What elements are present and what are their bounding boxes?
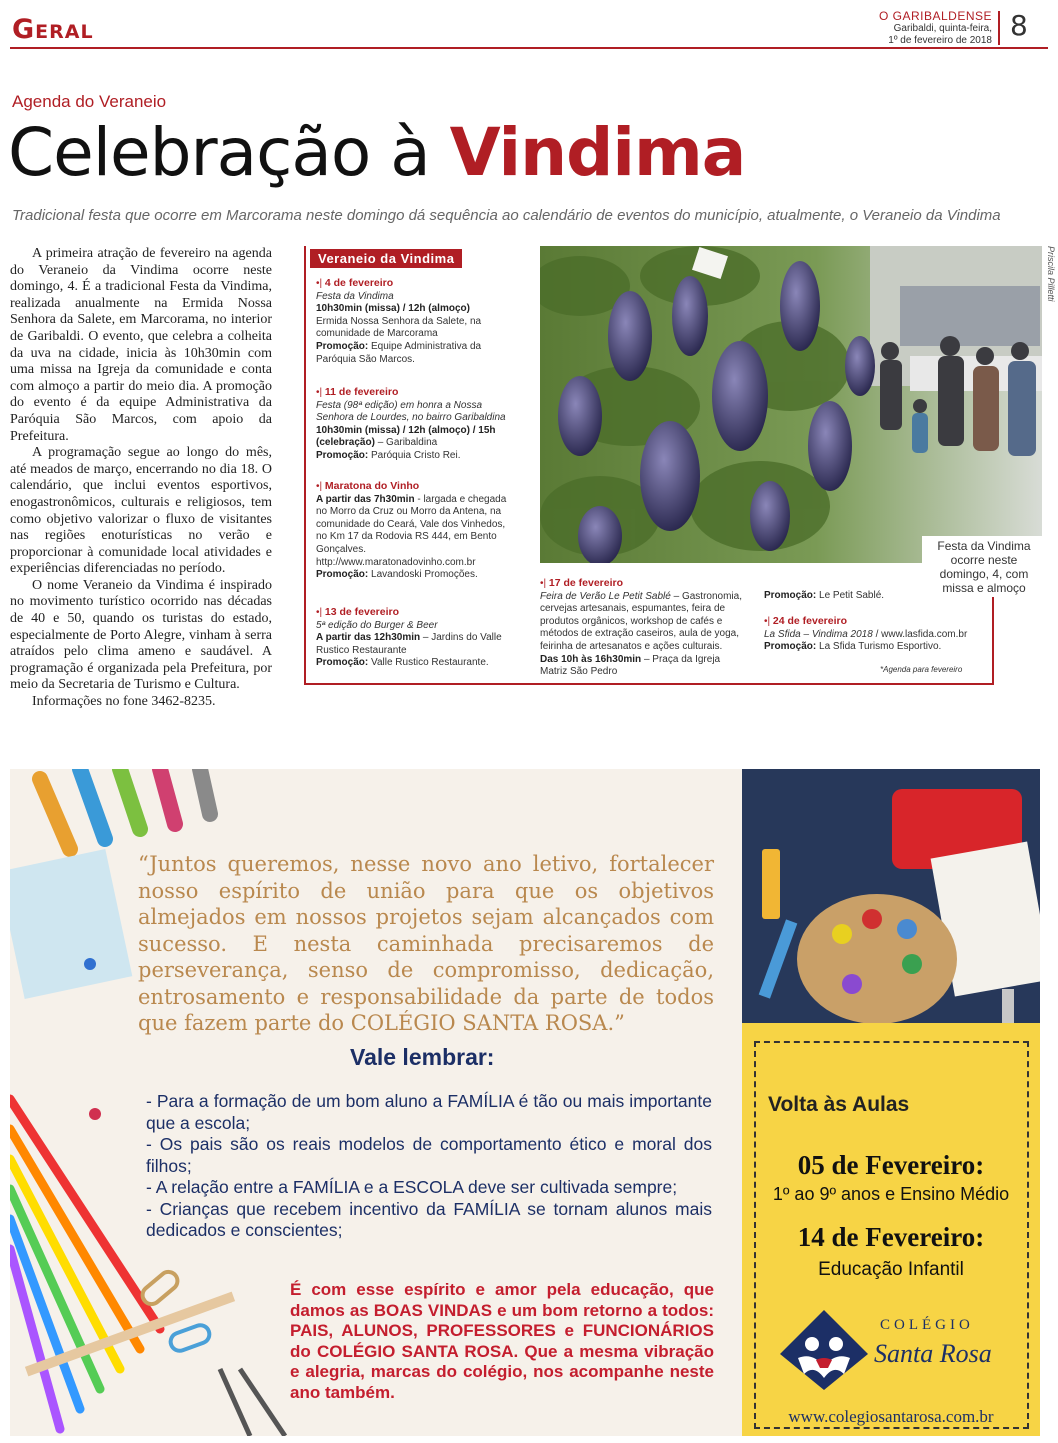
event-place-extra: – Praça da Igreja Matriz São Pedro [540,653,721,678]
school-logo-icon [778,1308,870,1392]
event-place: - largada e chegada no Morro da Cruz ou Morro da Antena, na comunidade do Ceará, Vale dos Vinhedos, no Km 17 da Rodovia RS 444, em Bento Gonçalves. http://www.maratonadovinho.com.br [316,493,507,568]
issue-date-line2: 1º de fevereiro de 2018 [888,35,992,46]
event-promo: Paróquia Cristo Rei. [371,449,461,461]
event-promo-label: Promoção: [764,641,817,653]
header-rule [10,47,1048,49]
event-item [316,277,512,366]
article-kicker: Agenda do Veraneio [12,92,167,111]
event-item [764,615,974,654]
article-paragraph: A programação segue ao longo do mês, até meados de março, encerrando no dia 18. O calendário, que inclui eventos esportivos, enogastronômicos, culturais e religiosos, tem como objetivo valorizar o fluxo de visitantes nas regiões enoturísticas no verão e proporcionar à comunidade local atividades e experiências diferenciadas no período. [10,445,272,577]
page-number: 8 [1010,9,1028,42]
article-paragraph: O nome Veraneio da Vindima é inspirado no movimento turístico ocorrido nas décadas de 40 e 50, quando os turistas do estado, especialmente de Porto Alegre, vinham à serra atraídos pelo clima ameno e saudável. A programação é organizada pela Prefeitura, por meio da Secretaria de Turismo e Cultura. [10,577,272,693]
bullet-icon: •| [316,607,323,618]
event-date: 11 de fevereiro [324,386,399,398]
ad-date1-sub: 1º ao 9º anos e Ensino Médio [772,1184,1010,1204]
article-headline [8,114,745,191]
event-item [316,606,512,670]
event-item-continued [764,577,934,602]
bullet-icon: •| [764,616,771,627]
ad-date1: 05 de Fevereiro: [797,1150,985,1180]
grape-harvest-photo [540,246,1042,563]
event-time: 10h30min (missa) / 12h (almoço) [316,303,470,315]
event-promo: Lavandoski Promoções. [371,569,478,581]
article-paragraph: Informações no fone 3462-8235. [32,694,216,710]
sidebar-frame-bottom [304,683,994,685]
event-promo: Valle Rustico Restaurante. [371,657,489,669]
article-body [10,246,272,711]
event-item [316,480,512,582]
ad-closing-text: É com esse espírito e amor pela educação, que damos as BOAS VINDAS e um bom retorno a todos: PAIS, ALUNOS, PROFESSORES e FUNCIONÁRIOS do COLÉGIO SANTA ROSA. Que a mesma vibração e alegria, marcas do colégio, nos acompanhe neste ano também. [290,1280,714,1402]
event-date: 13 de fevereiro [324,606,400,618]
event-place: – Jardins do Valle Rustico Restaurante [316,632,502,656]
headline-part1: Celebração à [8,114,450,191]
event-place: Ermida Nossa Senhora da Salete, na comunidade de Marcorama [316,315,482,340]
photo-caption: Festa da Vindima ocorre neste domingo, 4, com missa e almoço [922,536,1044,597]
ad-logo-santa-rosa: Santa Rosa [874,1339,992,1368]
bullet-icon: •| [316,481,323,492]
sidebar-frame-left [304,246,306,685]
sidebar-footnote: *Agenda para fevereiro [880,665,963,674]
article-paragraph: A primeira atração de fevereiro na agenda do Veraneio da Vindima ocorre neste domingo, 4. É a tradicional Festa da Vindima, realizada anualmente na Ermida Nossa Senhora da Salete, em Marcorama, no interior de Garibaldi. O evento, que celebra a colheita da uva na cidade, inicia às 10h30min com uma missa na Igreja da comunidade e conta com almoço a partir do meio dia. A promoção do evento é da equipe Administrativa da Paróquia São Marcos, com apoio da Prefeitura. [10,246,272,444]
event-promo-label: Promoção: [316,449,369,461]
event-promo-label: Promoção: [316,340,369,352]
paper-name: O GARIBALDENSE [878,9,992,23]
ad-list-item: - Os pais são os reais modelos de comportamento ético e moral dos filhos; [146,1134,712,1176]
ad-date2-sub: Educação Infantil [818,1259,964,1280]
event-time: A partir das 7h30min [316,493,415,505]
event-time: 10h30min (missa) / 12h (almoço) / 15h (celebração) [316,424,496,449]
ad-list [146,1091,712,1242]
ad-url[interactable]: www.colegiosantarosa.com.br [788,1407,994,1426]
photo-credit: Priscila Pilletti [1046,246,1056,302]
section-title: Geral [12,14,94,45]
bullet-icon: •| [316,387,323,398]
event-title: Festa da Vindima [316,290,394,302]
ad-vale-lembrar: Vale lembrar: [350,1044,495,1070]
event-date: Maratona do Vinho [324,480,420,492]
event-promo-label: Promoção: [316,569,369,581]
issue-date-line1: Garibaldi, quinta-feira, [893,23,992,34]
page-number-divider [998,11,1000,45]
event-time: Das 10h às 16h30min [540,653,642,665]
ad-list-item: - Para a formação de um bom aluno a FAMÍLIA é tão ou mais importante que a escola; [146,1091,712,1133]
photo-illustration [540,246,1042,563]
headline-part2: Vindima [449,114,746,191]
event-time: A partir das 12h30min [316,632,421,644]
event-title: 5ª edição do Burger & Beer [316,619,438,631]
event-promo-label: Promoção: [764,589,817,601]
ad-logo-colegio: COLÉGIO [880,1317,974,1333]
ad-list-item: - A relação entre a FAMÍLIA e a ESCOLA deve ser cultivada sempre; [146,1177,678,1197]
event-date: 4 de fevereiro [324,277,394,289]
event-promo: Equipe Administrativa da Paróquia São Marcos. [316,340,482,365]
event-title: Feira de Verão Le Petit Sablé [540,590,671,602]
bullet-icon: •| [316,278,323,289]
event-title: Festa (98ª edição) em honra a Nossa Senhora de Lourdes, no bairro Garibaldina [316,399,506,424]
event-promo: La Sfida Turismo Esportivo. [819,641,942,653]
event-item [540,577,748,679]
event-date: 17 de fevereiro [548,577,624,589]
sidebar-frame-right [992,590,994,685]
event-title: La Sfida – Vindima 2018 [764,628,873,640]
event-place: / www.lasfida.com.br [875,628,968,640]
ad-quote: “Juntos queremos, nesse novo ano letivo, fortalecer nosso espírito de união para que os objetivos almejados em nossos projetos sejam alcançados com sucesso. E nesta caminhada precisaremos de perseverança, senso de compromisso, dedicação, entrosamento e responsabilidade da parte de todos que fazem parte do COLÉGIO SANTA ROSA.” [138,852,714,1035]
event-place: – Gastronomia, cervejas artesanais, espumantes, feira de produtos orgânicos, workshop de cafés e métodos de extração caseiros, aula de yoga, feirinha de artesanatos e ações culturais. [540,590,742,652]
ad-date2: 14 de Fevereiro: [797,1222,985,1252]
event-item [316,386,512,463]
article-subhead: Tradicional festa que ocorre em Marcorama neste domingo dá sequência ao calendário de eventos do município, atualmente, o Veraneio da Vindima [12,207,1001,224]
ad-volta-aulas: Volta às Aulas [768,1093,910,1116]
event-place: – Garibaldina [377,437,438,449]
sidebar-tag: Veraneio da Vindima [310,249,462,268]
event-date: 24 de fevereiro [772,615,848,627]
ad-list-item: - Crianças que recebem incentivo da FAMÍLIA se tornam alunos mais dedicados e conscientes; [146,1198,712,1240]
issue-date [852,23,992,47]
bullet-icon: •| [540,578,547,589]
event-promo-label: Promoção: [316,657,369,669]
event-promo: Le Petit Sablé. [819,589,885,601]
